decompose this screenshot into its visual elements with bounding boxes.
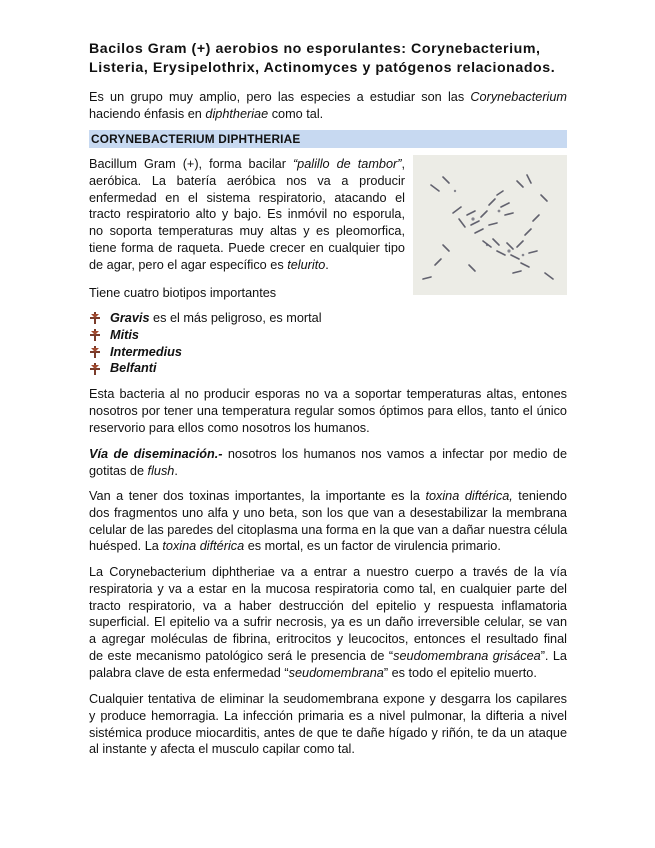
section-heading: CORYNEBACTERIUM DIPHTHERIAE <box>89 130 567 148</box>
list-item: Gravis es el más peligroso, es mortal <box>89 310 389 327</box>
list-item: Belfanti <box>89 360 389 377</box>
pin-bullet-icon <box>89 329 101 341</box>
description-paragraph: Bacillum Gram (+), forma bacilar “palillo de tambor”, aeróbica. La batería aeróbica nos va a producir enfermedad en el sistema respiratorio, atacando el tracto respiratorio alto y bajo. Es inmóvil no esporula, no soporta temperaturas muy altas y es pleomorfica, tiene forma de raqueta. Puede crecer en cualquier tipo de agar, pero el agar específico es telurito. <box>89 157 405 272</box>
pin-bullet-icon <box>89 363 101 375</box>
tentativa-paragraph: Cualquier tentativa de eliminar la seudomembrana expone y desgarra los capilares y produce hemorragia. La infección primaria es a nivel pulmonar, la difteria a nivel sistémica produce miocarditis, antes de que te dañe hígado y riñón, te da un ataque al instante y afecta el musculo capilar como tal. <box>89 692 567 757</box>
micrograph-svg <box>413 155 567 295</box>
bacilli-micrograph-image <box>413 155 567 295</box>
esporas-paragraph: Esta bacteria al no producir esporas no va a soportar temperaturas altas, entones nosotros por tener una temperatura regular somos óptimos para ellos, tanto el único reservorio para ellos como nosotros los humanos. <box>89 387 567 435</box>
title-line-1: Bacilos Gram (+) aerobios no esporulantes: Corynebacterium, <box>89 41 541 57</box>
title-line-2: Listeria, Erysipelothrix, Actinomyces y patógenos relacionados. <box>89 60 556 76</box>
list-item: Intermedius <box>89 344 389 361</box>
pin-bullet-icon <box>89 346 101 358</box>
list-item: Mitis <box>89 327 389 344</box>
intro-paragraph: Es un grupo muy amplio, pero las especies a estudiar son las Corynebacterium haciendo énfasis en diphtheriae como tal. <box>89 90 567 121</box>
via-paragraph: Vía de diseminación.- nosotros los humanos nos vamos a infectar por medio de gotitas de flush. <box>89 447 567 478</box>
document-title <box>89 40 569 78</box>
entrada-paragraph: La Corynebacterium diphtheriae va a entrar a nuestro cuerpo a través de la vía respiratoria y va a estar en la mucosa respiratoria como tal, en cualquier parte del tracto respiratorio, va a haber destrucción del epitelio y respuesta inflamatoria superficial. El epitelio va a sufrir necrosis, ya es un daño irreversible celular, se van a agregar moléculas de fibrina, eritrocitos y leucocitos, entonces el resultado final de este mecanismo patológico será le presencia de “seudomembrana grisácea”. La palabra clave de esta enfermedad “seudomembrana” es todo el epitelio muerto. <box>89 565 567 680</box>
biotipos-list <box>89 310 389 377</box>
pin-bullet-icon <box>89 312 101 324</box>
biotipos-intro: Tiene cuatro biotipos importantes <box>89 286 277 300</box>
toxinas-paragraph: Van a tener dos toxinas importantes, la importante es la toxina diftérica, teniendo dos fragmentos uno alfa y uno beta, son los que van a desestabilizar la membrana celular de las paredes del citoplasma una forma en la que van a dañar nuestra célula huésped. La toxina diftérica es mortal, es un factor de virulencia primario. <box>89 489 568 554</box>
